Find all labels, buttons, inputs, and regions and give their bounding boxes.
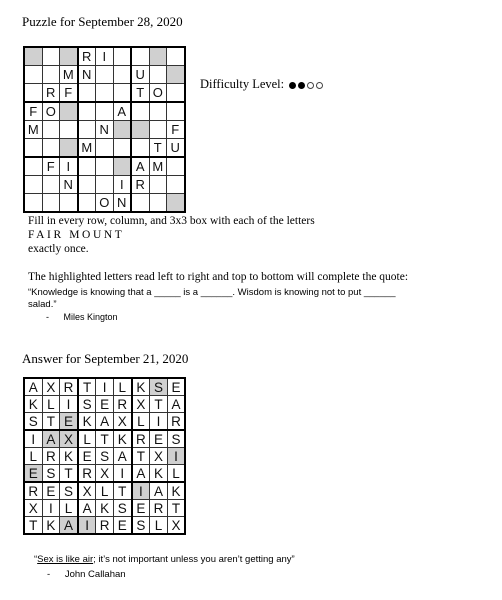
difficulty-dot-empty-icon — [316, 82, 323, 89]
grid-cell — [60, 194, 78, 213]
grid-cell — [60, 47, 78, 66]
grid-cell: T — [42, 413, 60, 431]
grid-cell: S — [150, 378, 168, 396]
grid-cell: S — [167, 430, 185, 448]
grid-cell: S — [42, 465, 60, 483]
grid-cell: A — [96, 413, 114, 431]
grid-cell: E — [24, 465, 42, 483]
grid-cell — [113, 84, 131, 103]
author-dash: - — [46, 312, 49, 322]
grid-cell — [167, 47, 185, 66]
grid-cell: A — [24, 378, 42, 396]
grid-cell: U — [167, 139, 185, 158]
grid-cell — [78, 121, 96, 139]
difficulty-dot-filled-icon — [298, 82, 305, 89]
answer-quote-underlined: Sex is like air — [37, 554, 94, 565]
answer-quote-rest: ; it’s not important unless you aren’t getting any” — [93, 554, 295, 565]
grid-row — [24, 378, 185, 396]
grid-cell — [113, 139, 131, 158]
grid-cell: T — [167, 500, 185, 517]
grid-cell — [78, 84, 96, 103]
grid-cell: R — [24, 482, 42, 500]
grid-cell: X — [60, 430, 78, 448]
grid-cell: I — [96, 378, 114, 396]
grid-cell: R — [167, 413, 185, 431]
grid-cell: U — [131, 66, 149, 84]
grid-cell: N — [113, 194, 131, 213]
grid-cell — [167, 102, 185, 121]
grid-cell — [42, 176, 60, 194]
grid-cell — [78, 194, 96, 213]
grid-cell: E — [150, 430, 168, 448]
grid-cell: K — [42, 517, 60, 535]
grid-cell: I — [167, 448, 185, 465]
grid-cell: X — [96, 465, 114, 483]
grid-cell — [96, 84, 114, 103]
grid-cell — [24, 66, 42, 84]
answer-quote-author — [47, 569, 126, 580]
grid-cell: R — [131, 176, 149, 194]
grid-cell: R — [60, 378, 78, 396]
grid-cell: X — [24, 500, 42, 517]
grid-cell: K — [167, 482, 185, 500]
grid-cell — [149, 176, 167, 194]
grid-cell: I — [24, 430, 42, 448]
grid-cell: N — [96, 121, 114, 139]
grid-cell: E — [167, 378, 185, 396]
grid-cell — [42, 47, 60, 66]
grid-row — [24, 66, 185, 84]
grid-row — [24, 194, 185, 213]
grid-cell — [131, 121, 149, 139]
grid-cell: A — [78, 500, 96, 517]
instruction-line: exactly once. — [28, 243, 89, 255]
grid-cell: L — [150, 517, 168, 535]
grid-cell — [42, 121, 60, 139]
grid-cell — [96, 66, 114, 84]
grid-cell — [96, 157, 114, 176]
grid-cell — [96, 176, 114, 194]
grid-cell: I — [132, 482, 150, 500]
grid-cell: O — [42, 102, 60, 121]
grid-cell — [113, 157, 131, 176]
grid-cell — [24, 47, 42, 66]
instruction-line: Fill in every row, column, and 3x3 box with each of the letters — [28, 215, 315, 227]
grid-cell: X — [113, 413, 131, 431]
grid-cell: R — [150, 500, 168, 517]
puzzle-quote-author — [46, 312, 118, 322]
grid-row — [24, 413, 185, 431]
grid-cell — [113, 121, 131, 139]
grid-cell: S — [96, 448, 114, 465]
grid-row — [24, 517, 185, 535]
grid-row — [24, 139, 185, 158]
grid-cell: M — [24, 121, 42, 139]
grid-cell: K — [113, 430, 131, 448]
grid-cell: K — [150, 465, 168, 483]
grid-cell — [167, 84, 185, 103]
puzzle-quote-line: “Knowledge is knowing that a _____ is a ______. Wisdom is knowing not to put ______ — [28, 287, 396, 298]
grid-row — [24, 482, 185, 500]
grid-cell: I — [150, 413, 168, 431]
answer-quote — [34, 554, 295, 565]
grid-cell: R — [42, 448, 60, 465]
grid-cell — [24, 176, 42, 194]
grid-cell: L — [167, 465, 185, 483]
grid-cell — [149, 66, 167, 84]
grid-cell — [167, 157, 185, 176]
grid-cell — [167, 176, 185, 194]
grid-cell — [96, 139, 114, 158]
difficulty-dots — [287, 77, 323, 91]
grid-cell: F — [167, 121, 185, 139]
grid-cell: I — [60, 157, 78, 176]
grid-cell: A — [150, 482, 168, 500]
grid-cell — [131, 102, 149, 121]
grid-cell — [42, 139, 60, 158]
grid-cell: E — [132, 500, 150, 517]
grid-cell — [149, 194, 167, 213]
grid-row — [24, 176, 185, 194]
grid-cell: I — [42, 500, 60, 517]
grid-cell: X — [167, 517, 185, 535]
grid-cell: N — [78, 66, 96, 84]
grid-cell: R — [132, 430, 150, 448]
grid-row — [24, 500, 185, 517]
difficulty-level — [200, 77, 323, 92]
quote-open-mark: “ — [34, 554, 38, 565]
grid-cell — [42, 66, 60, 84]
puzzle-grid — [23, 46, 186, 213]
grid-cell: F — [60, 84, 78, 103]
grid-cell: L — [78, 430, 96, 448]
grid-cell — [42, 194, 60, 213]
grid-cell: S — [24, 413, 42, 431]
grid-cell: E — [78, 448, 96, 465]
grid-cell: L — [96, 482, 114, 500]
grid-cell: T — [24, 517, 42, 535]
grid-cell: T — [132, 448, 150, 465]
difficulty-label: Difficulty Level: — [200, 77, 285, 91]
grid-cell: T — [131, 84, 149, 103]
grid-cell — [149, 47, 167, 66]
grid-cell: R — [96, 517, 114, 535]
grid-cell: T — [150, 396, 168, 413]
grid-cell: L — [42, 396, 60, 413]
grid-cell — [167, 66, 185, 84]
grid-cell: T — [149, 139, 167, 158]
grid-cell: T — [78, 378, 96, 396]
grid-cell — [149, 121, 167, 139]
author-dash: - — [47, 569, 51, 580]
grid-cell: X — [78, 482, 96, 500]
grid-cell: L — [113, 378, 131, 396]
grid-cell: M — [60, 66, 78, 84]
grid-cell: L — [132, 413, 150, 431]
grid-cell — [24, 139, 42, 158]
grid-cell — [60, 102, 78, 121]
grid-cell: F — [42, 157, 60, 176]
grid-cell — [131, 139, 149, 158]
author-name: John Callahan — [64, 569, 126, 580]
grid-cell — [78, 102, 96, 121]
grid-cell: T — [60, 465, 78, 483]
grid-cell — [149, 102, 167, 121]
grid-cell: K — [60, 448, 78, 465]
grid-cell — [78, 176, 96, 194]
grid-cell: A — [167, 396, 185, 413]
grid-cell: R — [42, 84, 60, 103]
grid-cell: R — [78, 47, 96, 66]
grid-cell: T — [96, 430, 114, 448]
grid-cell: X — [132, 396, 150, 413]
grid-cell: E — [60, 413, 78, 431]
grid-cell — [78, 157, 96, 176]
grid-row — [24, 448, 185, 465]
grid-cell: A — [60, 517, 78, 535]
grid-cell — [167, 194, 185, 213]
grid-cell: I — [113, 176, 131, 194]
grid-cell: R — [113, 396, 131, 413]
grid-cell: I — [96, 47, 114, 66]
grid-cell: E — [96, 396, 114, 413]
grid-cell — [113, 47, 131, 66]
grid-cell: M — [149, 157, 167, 176]
grid-cell: T — [113, 482, 131, 500]
grid-cell: S — [132, 517, 150, 535]
grid-cell: I — [78, 517, 96, 535]
grid-cell: O — [149, 84, 167, 103]
grid-cell: S — [78, 396, 96, 413]
grid-cell: A — [42, 430, 60, 448]
grid-cell: A — [113, 448, 131, 465]
grid-cell: A — [131, 157, 149, 176]
grid-cell: O — [96, 194, 114, 213]
puzzle-quote — [28, 287, 458, 311]
grid-cell: L — [24, 448, 42, 465]
grid-cell: I — [113, 465, 131, 483]
grid-row — [24, 396, 185, 413]
grid-cell: X — [150, 448, 168, 465]
grid-row — [24, 47, 185, 66]
grid-cell: N — [60, 176, 78, 194]
grid-cell — [24, 84, 42, 103]
grid-cell: R — [78, 465, 96, 483]
grid-cell: K — [78, 413, 96, 431]
difficulty-dot-empty-icon — [307, 82, 314, 89]
answer-title: Answer for September 21, 2020 — [22, 351, 189, 366]
grid-cell: E — [42, 482, 60, 500]
grid-row — [24, 465, 185, 483]
grid-cell: F — [24, 102, 42, 121]
puzzle-title: Puzzle for September 28, 2020 — [22, 14, 183, 29]
grid-cell — [60, 139, 78, 158]
grid-cell: X — [42, 378, 60, 396]
answer-grid — [23, 377, 186, 535]
grid-cell: S — [60, 482, 78, 500]
puzzle-quote-line: salad.” — [28, 299, 57, 310]
grid-row — [24, 84, 185, 103]
grid-cell — [60, 121, 78, 139]
quote-intro: The highlighted letters read left to right and top to bottom will complete the quote: — [28, 271, 409, 283]
author-name: Miles Kington — [63, 312, 118, 322]
grid-cell: A — [132, 465, 150, 483]
difficulty-dot-filled-icon — [289, 82, 296, 89]
grid-row — [24, 121, 185, 139]
grid-cell — [24, 157, 42, 176]
grid-row — [24, 430, 185, 448]
grid-cell — [131, 194, 149, 213]
grid-cell: S — [113, 500, 131, 517]
grid-cell: A — [113, 102, 131, 121]
grid-cell — [96, 102, 114, 121]
grid-cell: M — [78, 139, 96, 158]
grid-cell: K — [24, 396, 42, 413]
grid-cell — [24, 194, 42, 213]
grid-cell: I — [60, 396, 78, 413]
grid-cell: K — [132, 378, 150, 396]
grid-cell — [113, 66, 131, 84]
grid-cell: L — [60, 500, 78, 517]
grid-row — [24, 102, 185, 121]
grid-cell: K — [96, 500, 114, 517]
grid-cell: E — [113, 517, 131, 535]
letter-set: FAIR MOUNT — [28, 229, 125, 241]
instructions — [28, 214, 315, 256]
grid-cell — [131, 47, 149, 66]
grid-row — [24, 157, 185, 176]
